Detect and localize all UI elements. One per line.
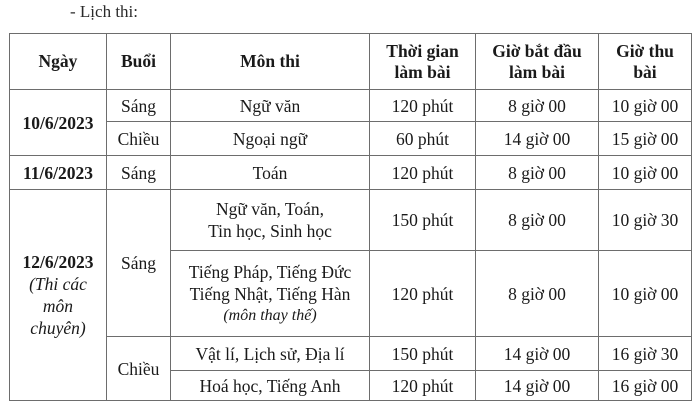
session-cell: Sáng	[107, 90, 171, 122]
session-cell: Sáng	[107, 190, 171, 337]
header-row	[10, 34, 692, 90]
date-cell: 11/6/2023	[10, 156, 107, 190]
date-value: 12/6/2023	[22, 252, 94, 272]
header-session: Buổi	[107, 34, 171, 90]
subject-cell: Ngoại ngữ	[171, 122, 370, 156]
date-cell	[10, 190, 107, 401]
subject-cell	[171, 190, 370, 251]
date-note-line2: môn	[42, 296, 74, 316]
header-start-time	[476, 34, 599, 90]
start-time-cell: 14 giờ 00	[476, 337, 599, 371]
subject-cell	[171, 251, 370, 337]
session-cell: Chiều	[107, 337, 171, 401]
subject-cell: Ngữ văn	[171, 90, 370, 122]
header-start-line1: Giờ bắt đầu	[492, 40, 582, 61]
header-duration-line2: làm bài	[394, 61, 451, 82]
end-time-cell: 10 giờ 00	[599, 251, 692, 337]
subject-note: (môn thay thế)	[223, 306, 317, 324]
subject-line2: Tin học, Sinh học	[208, 221, 332, 241]
table-row	[10, 190, 692, 251]
header-start-line2: làm bài	[509, 61, 565, 82]
subject-cell: Vật lí, Lịch sử, Địa lí	[171, 337, 370, 371]
header-end-line2: bài	[633, 61, 657, 82]
duration-cell: 120 phút	[370, 371, 476, 401]
header-duration-line1: Thời gian	[386, 40, 459, 61]
duration-cell: 120 phút	[370, 156, 476, 190]
end-time-cell: 15 giờ 00	[599, 122, 692, 156]
end-time-cell: 16 giờ 30	[599, 337, 692, 371]
end-time-cell: 16 giờ 00	[599, 371, 692, 401]
header-date: Ngày	[10, 34, 107, 90]
end-time-cell: 10 giờ 00	[599, 90, 692, 122]
table-row	[10, 156, 692, 190]
start-time-cell: 8 giờ 00	[476, 156, 599, 190]
exam-schedule-table	[9, 33, 692, 401]
session-cell: Sáng	[107, 156, 171, 190]
header-duration	[370, 34, 476, 90]
start-time-cell: 8 giờ 00	[476, 251, 599, 337]
date-note-line1: (Thi các	[29, 274, 87, 294]
start-time-cell: 8 giờ 00	[476, 190, 599, 251]
table-row	[10, 90, 692, 122]
session-cell: Chiều	[107, 122, 171, 156]
duration-cell: 120 phút	[370, 251, 476, 337]
subject-line2: Tiếng Nhật, Tiếng Hàn	[189, 283, 351, 304]
header-end-line1: Giờ thu	[616, 40, 674, 61]
end-time-cell: 10 giờ 30	[599, 190, 692, 251]
duration-cell: 150 phút	[370, 337, 476, 371]
subject-cell: Hoá học, Tiếng Anh	[171, 371, 370, 401]
header-subject: Môn thi	[171, 34, 370, 90]
date-note-line3: chuyên)	[30, 318, 86, 338]
subject-line1: Tiếng Pháp, Tiếng Đức	[188, 261, 352, 282]
duration-cell: 150 phút	[370, 190, 476, 251]
duration-cell: 120 phút	[370, 90, 476, 122]
start-time-cell: 14 giờ 00	[476, 122, 599, 156]
table-row	[10, 122, 692, 156]
header-end-time	[599, 34, 692, 90]
subject-cell: Toán	[171, 156, 370, 190]
subject-line1: Ngữ văn, Toán,	[215, 199, 325, 219]
start-time-cell: 8 giờ 00	[476, 90, 599, 122]
table-row	[10, 337, 692, 371]
end-time-cell: 10 giờ 00	[599, 156, 692, 190]
start-time-cell: 14 giờ 00	[476, 371, 599, 401]
date-cell: 10/6/2023	[10, 90, 107, 156]
schedule-intro: - Lịch thi:	[70, 2, 138, 21]
duration-cell: 60 phút	[370, 122, 476, 156]
